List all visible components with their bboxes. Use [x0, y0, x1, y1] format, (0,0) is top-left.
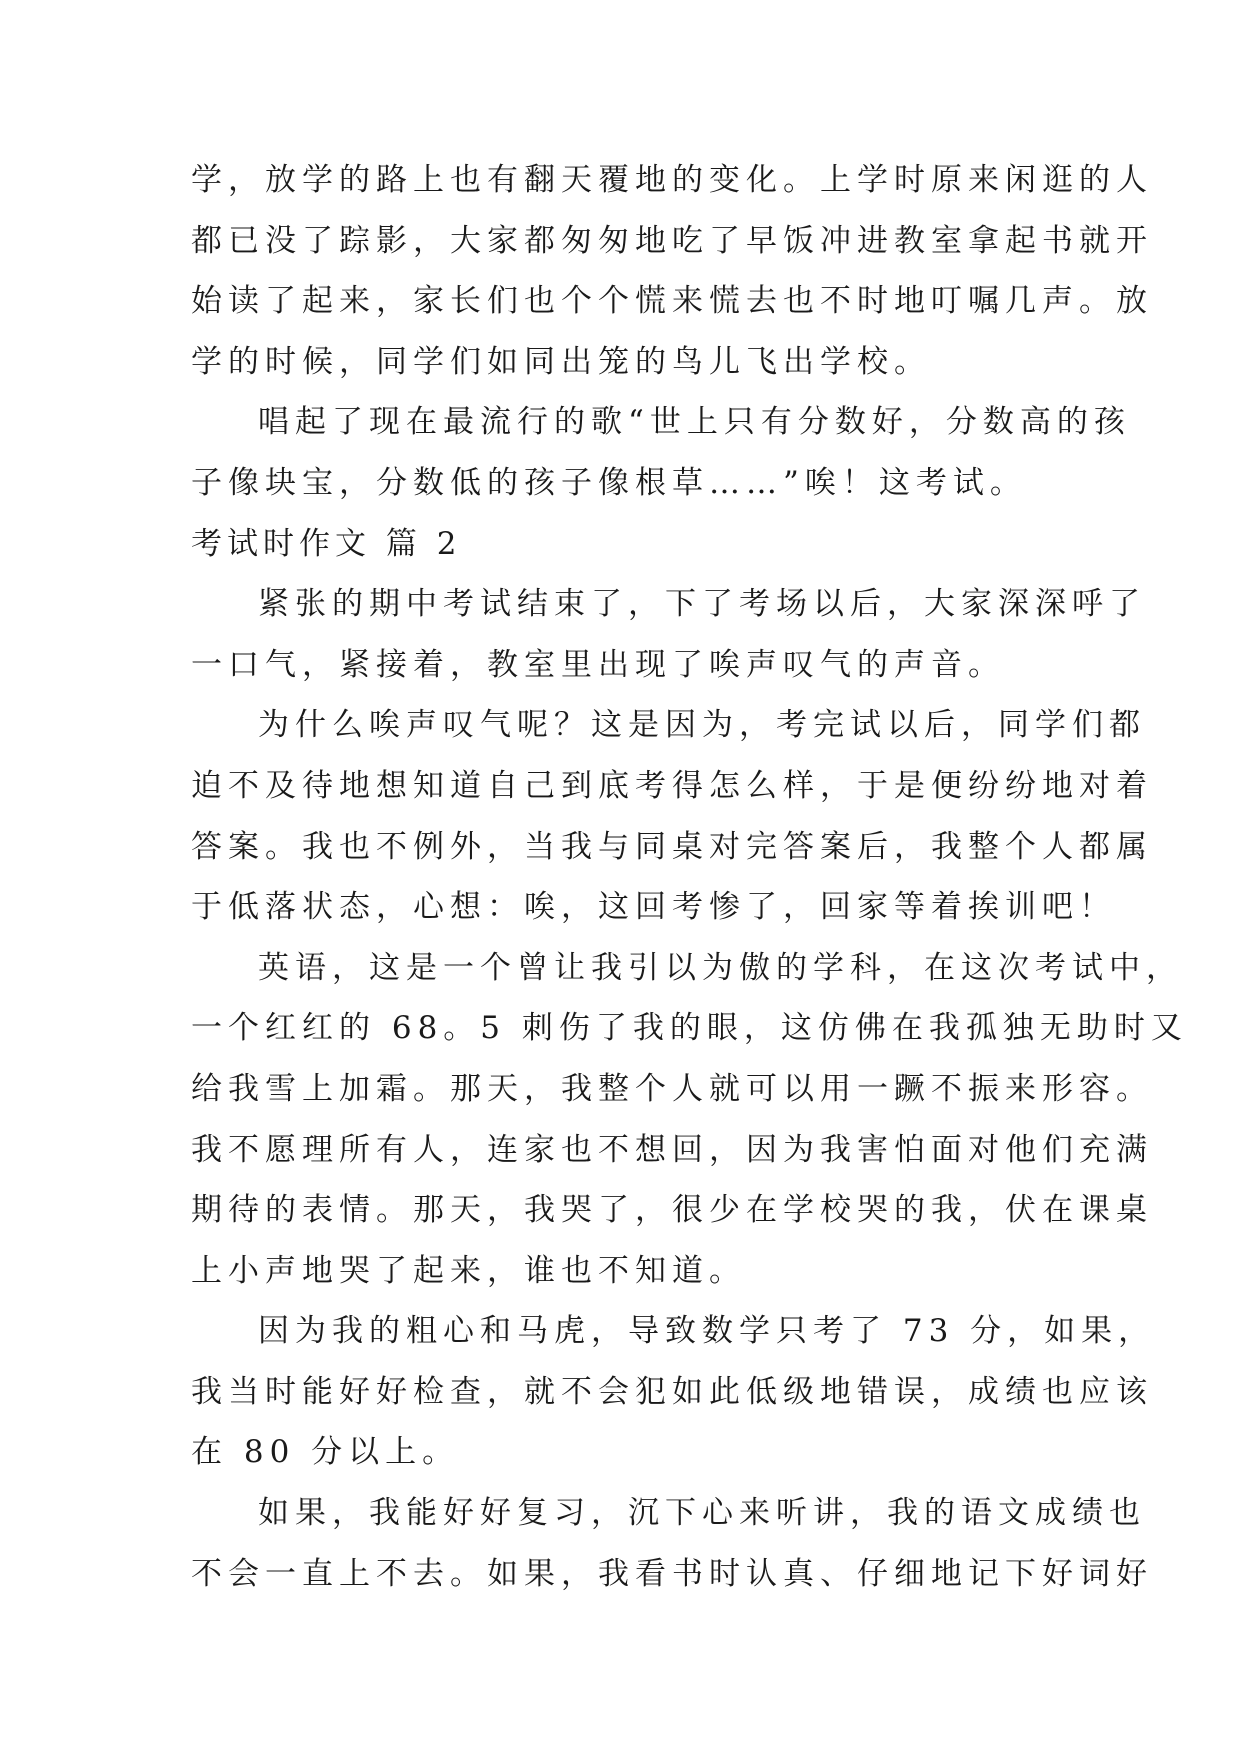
text-line: 学，放学的路上也有翻天覆地的变化。上学时原来闲逛的人 — [191, 162, 1153, 198]
paragraph-start-line: 英语，这是一个曾让我引以为傲的学科，在这次考试中， — [258, 949, 1183, 986]
text-line: 我当时能好好检查，就不会犯如此低级地错误，成绩也应该 — [191, 1373, 1153, 1410]
text-line: 在 80 分以上。 — [191, 1434, 460, 1471]
paragraph-start-line: 为什么唉声叹气呢？这是因为，考完试以后，同学们都 — [258, 707, 1146, 744]
text-line: 始读了起来，家长们也个个慌来慌去也不时地叮嘱几声。放 — [191, 283, 1153, 320]
text-line: 学的时候，同学们如同出笼的鸟儿飞出学校。 — [191, 343, 931, 380]
document-body — [191, 160, 1188, 1614]
text-line: 答案。我也不例外，当我与同桌对完答案后，我整个人都属 — [191, 828, 1153, 865]
text-line: 期待的表情。那天，我哭了，很少在学校哭的我，伏在课桌 — [191, 1192, 1153, 1229]
text-line: 上小声地哭了起来，谁也不知道。 — [191, 1252, 746, 1289]
text-line: 给我雪上加霜。那天，我整个人就可以用一蹶不振来形容。 — [191, 1070, 1153, 1107]
text-line: 子像块宝，分数低的孩子像根草……”唉！这考试。 — [191, 464, 1027, 501]
paragraph-start-line: 唱起了现在最流行的歌“世上只有分数好，分数高的孩 — [258, 404, 1131, 441]
paragraph-start-line: 因为我的粗心和马虎，导致数学只考了 73 分，如果， — [258, 1313, 1156, 1350]
text-line: 一口气，紧接着，教室里出现了唉声叹气的声音。 — [191, 646, 1005, 683]
text-line: 都已没了踪影，大家都匆匆地吃了早饭冲进教室拿起书就开 — [191, 222, 1153, 259]
paragraph-start-line: 如果，我能好好复习，沉下心来听讲，我的语文成绩也 — [258, 1495, 1146, 1532]
section-heading: 考试时作文 篇 2 — [191, 525, 462, 562]
text-line: 迫不及待地想知道自己到底考得怎么样，于是便纷纷地对着 — [191, 767, 1153, 804]
text-line: 一个红红的 68。5 刺伤了我的眼，这仿佛在我孤独无助时又 — [191, 1010, 1188, 1047]
text-line: 我不愿理所有人，连家也不想回，因为我害怕面对他们充满 — [191, 1131, 1153, 1168]
paragraph-start-line: 紧张的期中考试结束了，下了考场以后，大家深深呼了 — [258, 586, 1146, 623]
text-line: 不会一直上不去。如果，我看书时认真、仔细地记下好词好 — [191, 1555, 1153, 1592]
text-line: 于低落状态，心想：唉，这回考惨了，回家等着挨训吧！ — [191, 889, 1116, 926]
